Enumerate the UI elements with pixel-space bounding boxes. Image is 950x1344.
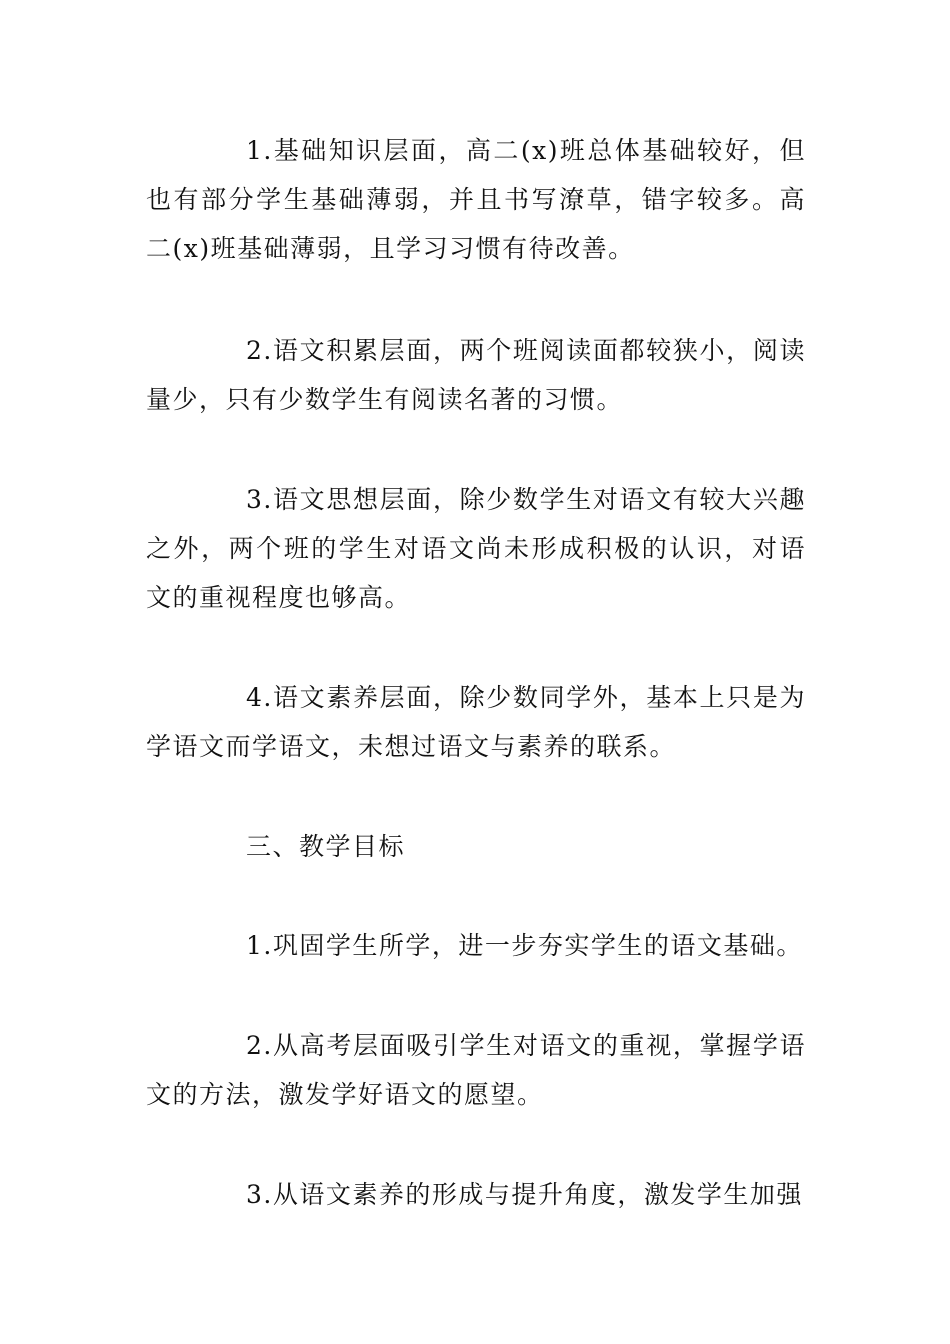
goal-item-2: 2.从高考层面吸引学生对语文的重视，掌握学语文的方法，激发学好语文的愿望。 (146, 1031, 806, 1109)
paragraph-chinese-thinking: 3.语文思想层面，除少数学生对语文有较大兴趣之外，两个班的学生对语文尚未形成积极的认识，对语文的重视程度也够高。 (146, 485, 806, 612)
paragraph-chinese-accumulation: 2.语文积累层面，两个班阅读面都较狭小，阅读量少，只有少数学生有阅读名著的习惯。 (146, 336, 806, 414)
goal-item-3: 3.从语文素养的形成与提升角度，激发学生加强 (246, 1180, 803, 1209)
paragraph-chinese-literacy: 4.语文素养层面，除少数同学外，基本上只是为学语文而学语文，未想过语文与素养的联系。 (146, 683, 806, 761)
goal-item-1: 1.巩固学生所学，进一步夯实学生的语文基础。 (246, 931, 803, 960)
paragraph-basic-knowledge: 1.基础知识层面，高二(x)班总体基础较好，但也有部分学生基础薄弱，并且书写潦草，错字较多。高二(x)班基础薄弱，且学习习惯有待改善。 (146, 136, 806, 263)
section-heading-teaching-goals: 三、教学目标 (246, 832, 406, 861)
